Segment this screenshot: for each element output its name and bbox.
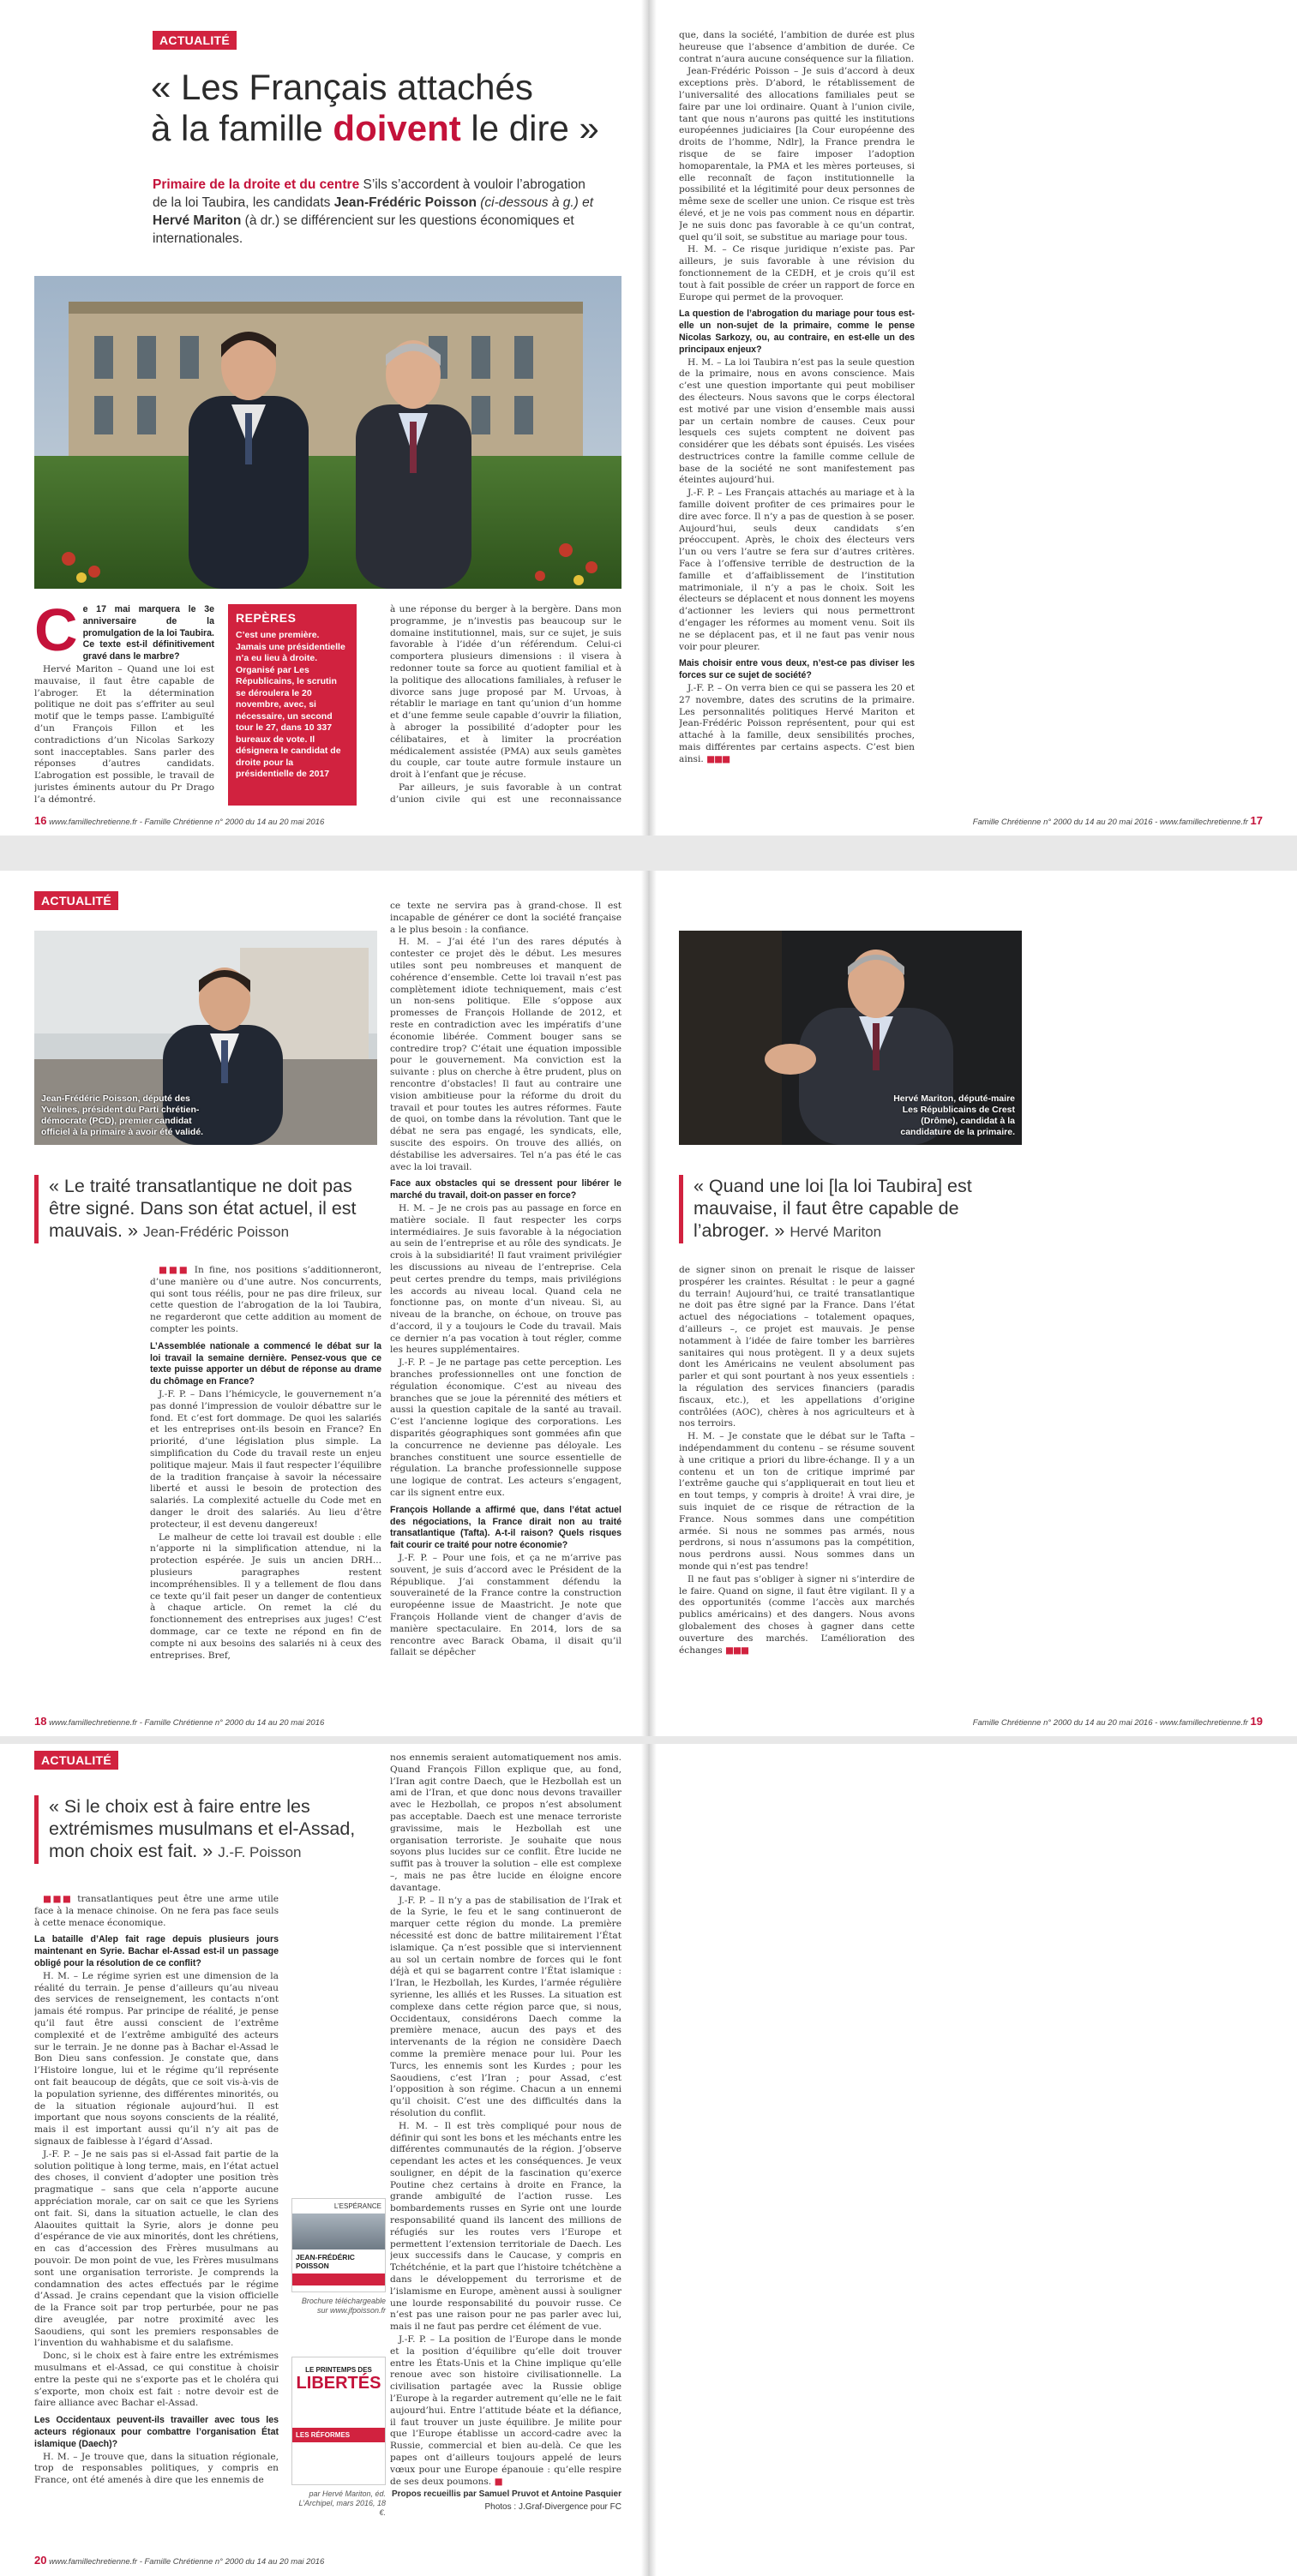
paragraph: H. M. – Ce risque juridique n’existe pas. Par ailleurs, je suis favorable à une révision du fonctionnement de la CEDH, et je crois qu’il est tout à fait possible de créer un rapport de force en Europe qui permet de la provoquer. [679,244,915,303]
pullquote-right: « Quand une loi [la loi Taubira] est mauvaise, il faut être capable de l’abroger. » Hervé Mariton [679,1175,988,1243]
paragraph: H. M. – Je constate que le débat sur le Tafta – indépendamment du contenu – se résume souvent à une critique a priori du libre-échange. Il y a un contenu et un ton de critique imprimé par l’extrême gauche qui s’appliquerait en tout lieu et en tout temps, y compris à droite! À vrai dire, je suis inquiet de ce risque de rétraction de la France. Nous sommes dans une compétition armée. Si nous ne sommes pas armés, nous perdrons, si nous n’assumons pas la compétition, nous perdrons aussi. Nous sommes dans un monde qui n’est pas tendre! [679,1431,915,1572]
spread-pages-18-19 [0,871,1297,1736]
paragraph: H. M. – J’ai été l’un des rares députés à contester ce projet dès le début. Les mesures utiles sont peu nombreuses et manquent de cohérence d’ensemble. Cette loi travail n’est pas complètement idiote techniquement, mais c’est un non-sens politique. Elle s’oppose aux promesses de François Hollande de 2012, et reste en contradiction avec les impératifs d’une économie libérée. Comment bouger sans se contredire trop? C’était une équation impossible pour le gouvernement. Ma conviction est la suivante : plus on cherche à être prudent, plus on rencontre d’obstacles! Il faut au contraire une vision ambitieuse pour la réforme du droit du travail et pour toutes les autres réformes. Faute de quoi, on tombe dans la révolution. Tant que le débat ne sera pas engagé, les syndicats, elle, suscite des espoirs. On trouve des alliés, on déstabilise les adversaires. Tel n’a pas été le cas avec la loi travail. [390,937,621,1172]
pullquote-author: Hervé Mariton [790,1224,882,1240]
article-column-2 [390,901,621,1706]
reperes-box [228,604,357,806]
section-tag: ACTUALITÉ [153,31,237,50]
photo-credits: Photos : J.Graf-Divergence pour FC [484,2502,621,2513]
photo-poisson [34,931,377,1145]
book-cover-top: L’ESPÉRANCE [333,2202,381,2210]
article-column-1 [150,1265,381,1706]
paragraph: J.-F. P. – On verra bien ce qui se passera les 20 et 27 novembre, dates des scrutins de la primaire. Les personnalités politiques Hervé Mariton et Jean-Frédéric Poisson représentent, pour qui est attaché à la famille, deux sensibilités proches, mais différentes par certains aspects. C’est bien ainsi. ■■■ [679,683,915,764]
folio-right: Famille Chrétienne n° 2000 du 14 au 20 mai 2016 - www.famillechretienne.fr 17 [972,814,1263,827]
article-column-1 [34,604,214,806]
book-cover-photo [292,2214,385,2250]
headline-highlight: doivent [333,108,461,148]
page-20 [0,1744,1297,2576]
question: L’Assemblée nationale a commencé le débat sur la loi travail la semaine dernière. Pensez-vous que ce texte puisse apporter un début de réponse au drame du chômage en France? [150,1340,381,1387]
paragraph: nos ennemis seraient automatiquement nos amis. Quand François Fillon explique que, au fond, l’Iran agit contre Daech, que le Hezbollah est un ami de l’Iran, et que donc nous devons travailler avec le Hezbollah, ce propos n’est absolument pas acceptable. Daech est une menace terroriste gravissime, mais le Hezbollah est une organisation terroriste. Je souhaite que nous soyons plus lucides sur ce conflit. Être lucide ne suffit pas à trouver la solution – elle est complexe –, mais ne pas être lucide en éloigne encore davantage. [390,1752,621,1893]
pullquote-author: Jean-Frédéric Poisson [142,1224,290,1240]
article-column-3 [679,30,915,806]
drop-cap: C [34,604,78,663]
interview-credits: Propos recueillis par Samuel Pruvot et Antoine Pasquier [391,2489,621,2500]
gutter [641,871,657,1736]
gutter [641,1744,657,2576]
section-tag: ACTUALITÉ [34,1751,118,1770]
paragraph: Le malheur de cette loi travail est double : elle n’apporte ni la simplification attendue, ni la protection espérée. Je suis un ancien DRH... plusieurs paragraphes restent incompréhensibles. Il y a tellement de flou dans ce texte qu’il fait peser un danger de contentieux à chaque article. On remet la clé du fonctionnement des entreprises aux juges! C’est dommage, car ce texte ne répond en fin de compte ni aux besoins des salariés ni à ceux des entreprises. Bref, [150,1531,381,1661]
section-tag: ACTUALITÉ [34,891,118,910]
question: La bataille d’Alep fait rage depuis plusieurs jours maintenant en Syrie. Bachar el-Assad est-il un passage obligé pour la résolution de ce conflit? [34,1934,279,1968]
headline-line1: « Les Français attachés [151,67,533,107]
book-cover [291,2198,386,2292]
end-mark-icon: ■ [494,2476,502,2487]
folio-right: Famille Chrétienne n° 2000 du 14 au 20 mai 2016 - www.famillechretienne.fr 19 [972,1715,1263,1728]
gutter [641,0,657,836]
paragraph: H. M. – Je ne crois pas au passage en force en matière sociale. Il faut respecter les corps intermédiaires. Je suis favorable à la négociation au sein de l’entreprise et au rôle des syndicats. Je crois à la subsidiarité! Il faut vraiment privilégier les discussions au niveau de l’entreprise. Cela peut certes prendre du temps, mais privilégions les accords au niveau local. Quand cela ne fonctionne pas, on monte d’un niveau. Si, au niveau de la branche, on échoue, on trouve pas d’accord, il y a toujours le Code du travail. Mais ce dernier n’a pas vocation à tout régler, comme les heures supplémentaires. [390,1202,621,1356]
paragraph: Donc, si le choix est à faire entre les extrémismes musulmans et el-Assad, ce qui constitue à choisir entre la peste qui ne s’exporte pas et le choléra qui s’exporte, mon choix est fait : notre devoir est de faire alliance avec Bachar el-Assad. [34,2351,279,2409]
question: e 17 mai marquera le 3e anniversaire de la promulgation de la loi Taubira. Ce texte est-il définitivement gravé dans le marbre? [82,604,214,662]
paragraph: Par ailleurs, je suis favorable à un contrat d’union civile qui est une reconnaissance [390,782,621,805]
paragraph: ce texte ne servira pas à grand-chose. Il est incapable de générer ce dont la société française a le plus besoin : la confiance. [390,901,621,935]
headline-line2: à la famille doivent le dire » [151,108,599,148]
book-cover-band: LES RÉFORMES [292,2428,385,2442]
intro-lead: Primaire de la droite et du centre [153,177,360,192]
paragraph: Jean-Frédéric Poisson – Je suis d’accord à deux exceptions près. D’abord, le rétablissement de l’universalité des allocations familiales peut se faire par une loi ordinaire. Quant à l’union civile, tant que nous n’aurons pas quitté les institutions européennes judiciaires [la Cour européenne des droits de l’homme, Ndlr], la France prendra le risque de se faire imposer l’adoption homoparentale, la PMA et les mères porteuses, si elle reconnaît de façon institutionnelle la possibilité et la légitimité pour deux personnes de même sexe de sceller une union. Ce risque est très élevé, et je ne vois pas comment nous en départir. Je ne suis donc pas favorable à ce qu’un contrat, quel qu’il soit, se substitue au mariage pour tous. [679,66,915,243]
book-cover-author: JEAN-FRÉDÉRIC POISSON [296,2253,355,2270]
paragraph: J.-F. P. – La position de l’Europe dans le monde et la position d’équilibre qu’elle doit trouver entre les États-Unis et la Chine implique qu’elle renoue avec son histoire civilisationnelle. La civilisation partagée avec la Russie oblige l’Europe à la regarder autrement qu’elle ne le fait aujourd’hui. Entre l’attitude béate et la défiance, il faut trouver un juste équilibre. Je milite pour que l’Europe établisse un accord-cadre avec la Russie, commercial et bien au-delà. Ce que les papes ont d’ailleurs toujours appelé de leurs vœux pour une Europe épanouie : qu’elle respire de ses deux poumons. ■ [390,2334,621,2487]
intro: Primaire de la droite et du centre S’ils s’accordent à vouloir l’abrogation de la loi Taubira, les candidats Jean-Frédéric Poisson (ci-dessous à g.) et Hervé Mariton (à dr.) se différencient sur les questions économiques et internationales. [153,177,594,246]
reperes-body: C’est une première. Jamais une présidentielle n’a eu lieu à droite. Organisé par Les Républicains, le scrutin se déroulera le 20 novembre, avec, si nécessaire, un second tour le 27, dans 10 337 bureaux de vote. Il désignera le candidat de droite pour la présidentielle de 2017 [236,630,345,779]
article-column-1 [34,1894,279,2537]
article-column-3 [679,1265,915,1706]
book-title-main: LIBERTÉS [296,2374,381,2393]
pullquote-author: J.-F. Poisson [218,1844,302,1860]
book-mariton [291,2357,386,2541]
photo-caption: Hervé Mariton, député-maire Les Républicains de Crest (Drôme), candidat à la candidature de la primaire. [893,1093,1015,1137]
question: Face aux obstacles qui se dressent pour libérer le marché du travail, doit-on passer en force? [390,1178,621,1201]
paragraph: Il ne faut pas s’obliger à signer ni s’interdire de le faire. Quand on signe, il faut être vigilant. Il y a des opportunités (comme l’accès aux marchés publics américains) et des dangers. Nous avons globalement des choses à gagner dans cette ouverture des marchés. L’amélioration des échanges ■■■ [679,1573,915,1656]
book-cover [291,2357,386,2485]
question: François Hollande a affirmé que, dans l’état actuel des négociations, la France dirait non au traité transatlantique (Tafta). A-t-il raison? Quels risques fait courir ce traité pour notre économie? [390,1504,621,1551]
paragraph: ■■■ In fine, nos positions s’additionneront, d’une manière ou d’une autre. Nos concurrents, qui sont tous réélis, pour ne pas dire frileux, sur cette question de l’abrogation de la loi Taubira, ne regarderont que cette addition au moment de compter les points. [150,1265,381,1334]
paragraph: J.-F. P. – Je ne partage pas cette perception. Les branches professionnelles ont une fonction de régulation économique. C’est au niveau des branches que se joue la pérennité des métiers et aussi la question capitale de la santé au travail. C’est l’ancienne logique des corporations. Les disparités géographiques sont gommées afin que la concurrence ne devienne pas déloyale. Les branches constituent une source essentielle de régulation. La branche professionnelle suppose une logique de contrat. Les acteurs s’engagent, car ils signent entre eux. [390,1357,621,1499]
book-caption: Brochure téléchargeable sur www.jfpoisson.fr [301,2297,386,2315]
photo-mariton [679,931,1022,1145]
book-caption: par Hervé Mariton, éd. L’Archipel, mars 2016, 18 €. [298,2489,386,2517]
headline [151,67,631,149]
end-mark-icon: ■■■ [706,753,730,764]
paragraph: J.-F. P. – Il n’y a pas de stabilisation de l’Irak et de la Syrie, le feu et le sang continueront de marquer cette région du monde. La première nécessité est donc de battre militairement l’État islamique. Ça n’est possible que si interviennent au sol un certain nombre de forces qui le font déjà et qui se bagarrent contre l’État islamique : l’Iran, le Hezbollah, les Kurdes, l’armée régulière syrienne, les alliés et les Russes. La situation est complexe dans cette région parce que, si nous, Occidentaux, considérons Daech comme la première menace, aucun des pays et des intervenants de la région ne considère Daech comme la première menace pour lui. Pour les Turcs, les ennemis sont les Kurdes ; pour les Saoudiens, c’est l’Iran ; pour Assad, c’est l’opposition à son régime. Chacun a un ennemi qu’il choisit. C’est une des difficultés dans la résolution du conflit. [390,1895,621,2118]
paragraph: H. M. – Il est très compliqué pour nous de définir qui sont les bons et les méchants entre les différentes communautés de la région. J’observe cependant les actes et les conséquences. Je veux souligner, en dépit de la fascination qu’exerce Poutine chez certains à droite en France, la grande ambiguïté de l’action russe. Les bombardements russes en Syrie ont une lourde responsabilité quand ils lancent des millions de réfugiés sur les routes vers l’Europe et permettent l’extension territoriale de Daech. Les jeux successifs dans le Caucase, y compris en Tchétchénie, et la part que l’histoire tchétchène a dans le développement du terrorisme et de l’islamisme en Europe, amènent aussi à souligner une lourde responsabilité du pouvoir russe. Ce n’est pas une raison pour ne pas parler avec lui, mais il ne faut pas perdre cet élément de vue. [390,2120,621,2333]
paragraph: de signer sinon on prenait le risque de laisser prospérer les craintes. Résultat : le peur a gagné du terrain! Aujourd’hui, ce traité transatlantique ne doit pas être signé par la France. Dans l’état actuel des négociations – totalement opaques, d’ailleurs –, ce projet est mauvais. Je pense notamment à l’idée de faire tomber les barrières sanitaires qui nous protègent. Il y a deux sujets dont les Américains ne veulent absolument pas parler et qui sont pourtant à nos yeux essentiels : la régulation des services financiers (paradis fiscaux, etc.), et les appellations d’origine contrôlées (AOC), chères à nos agriculteurs et à nos terroirs. [679,1265,915,1429]
spread-pages-16-17 [0,0,1297,836]
intro-name-mariton: Hervé Mariton [153,213,242,228]
article-column-2 [390,604,621,806]
question: Mais choisir entre vous deux, n’est-ce pas diviser les forces sur ce sujet de société? [679,658,915,681]
folio-left: 20 www.famillechretienne.fr - Famille Chrétienne n° 2000 du 14 au 20 mai 2016 [34,2554,325,2567]
question: La question de l’abrogation du mariage pour tous est-elle un non-sujet de la primaire, comme le pense Nicolas Sarkozy, ou, au contraire, en est-elle un des principaux enjeux? [679,309,915,355]
pullquote-left: « Le traité transatlantique ne doit pas être signé. Dans son état actuel, il est mauvais. » Jean-Frédéric Poisson [34,1175,373,1243]
paragraph: à une réponse du berger à la bergère. Dans mon programme, je n’investis pas beaucoup sur le domaine institutionnel, mais, sur ce sujet, je suis favorable à l’idée d’un référendum. Celui-ci comportera plusieurs dimensions : il visera à redonner toute sa force au quotient familial et à la politique des allocations familiales, à refuser le divorce sans juge proposé par M. Urvoas, à rétablir le mariage en tant qu’union d’un homme et d’une femme seule capable d’ouvrir la filiation, à abroger la possibilité d’adopter pour les célibataires, et à limiter la procréation médicalement assistée (PMA) aux seuls gamètes du couple, car toute autre formule instaure un droit à l’enfant que je récuse. [390,604,621,781]
candidates-photo-image [34,276,621,589]
book-title-top: LE PRINTEMPS DES [305,2366,372,2374]
continued-mark-icon: ■■■ [725,1644,749,1656]
paragraph: J.-F. P. – Les Français attachés au mariage et à la famille doivent profiter de ces primaires pour le dire avec force. Il n’y a pas de question à se poser. Aujourd’hui, seuls deux candidats s’en préoccupent. Après, le choix des électeurs vers l’un ou vers l’autre se fera sur d’autres critères. Face à l’offensive terrible de destruction de la famille et d’affaiblissement de l’institution matrimoniale, il n’y a pas le choix. Soit les électeurs se déplacent et nous donnent les moyens d’actionner les leviers qui nous permettront d’engager les réformes au moment venu. Soit ils ne se déplacent pas, et il ne faut pas venir nous voir pour pleurer. [679,488,915,652]
article-column-2 [390,1752,621,2537]
intro-name-poisson: Jean-Frédéric Poisson [333,195,477,210]
book-poisson [291,2198,386,2339]
paragraph: J.-F. P. – Je ne sais pas si el-Assad fait partie de la solution politique à long terme, mais, en l’état actuel des choses, il convient d’adopter une position très pragmatique – sans que cela n’apporte aucune appréciation morale, car on sait ce que les Syriens ont fait. Si, dans la situation actuelle, le clan des Alaouites quittait la Syrie, alors je donne peu d’espérance de vie aux minorités, dont les chrétiens, en cas d’accession des Frères musulmans au pouvoir. De mon point de vue, les Frères musulmans sont une organisation terroriste. Je comprends la condamnation des actes effectués par le régime d’Assad. Je crains cependant que la vision officielle de la France soit par trop perturbée, pour ne pas dire aveuglée, par notre proximité avec les Saoudiens, qui sont les premiers responsables de l’invention du wahhabisme et du salafisme. [34,2148,279,2349]
reperes-title: REPÈRES [236,611,297,625]
paragraph: H. M. – Le régime syrien est une dimension de la réalité du terrain. Je pense d’ailleurs qu’au niveau des services de renseignement, les contacts n’ont jamais été rompus. Par principe de réalité, je pense qu’il faut être aussi conscient de l’extrême complexité et de l’extrême ambiguïté des acteurs sur le terrain. Je ne donne pas à Bachar el-Assad le Bon Dieu sans confession. Je constate que, dans l’Histoire longue, lui et le régime qu’il représente ont fait beaucoup de dégâts, que ce soit vis-à-vis de la population syrienne, des différentes minorités, ou de la situation régionale aujourd’hui. Il est important que nous soyons conscients de la réalité, mais il est important aussi qu’il n’y ait pas de signaux de faiblesse à l’égard d’Assad. [34,1970,279,2147]
continued-mark-icon: ■■■ [159,1265,189,1275]
paragraph: H. M. – La loi Taubira n’est pas la seule question de la primaire, nous en avons conscience. Mais c’est une question importante qui peut mobiliser des électeurs. Nous savons que le corps électoral est motivé par une vision d’ensemble mais aussi par un certain nombre de causes. Ceux pour lesquels ces sujets comptent ne doivent pas considérer que les débats sont épuisés. Les visées destructrices contre la famille comme cellule de base de la société ne sont manifestement pas éteintes aujourd’hui. [679,356,915,486]
photo-caption: Jean-Frédéric Poisson, député des Yvelines, président du Parti chrétien-démocrate (PCD), premier candidat officiel à la primaire à avoir été validé. [41,1093,204,1137]
paragraph: H. M. – Je trouve que, dans la situation régionale, trop de responsables politiques, y compris en France, ont été amenés à dire que les ennemis de [34,2451,279,2486]
paragraph: ■■■ transatlantiques peut être une arme utile face à la menace chinoise. On ne fera pas face seuls à cette menace économique. [34,1894,279,1928]
paragraph: Hervé Mariton – Quand une loi est mauvaise, il faut être capable de l’abroger. Et la détermination politique ne doit pas s’effriter au seul motif que le temps passe. L’ambiguïté d’un François Fillon et les contradictions d’un Nicolas Sarkozy sont inacceptables. Sans parler des réponses d’autres candidats. L’abrogation est possible, le travail de juristes éminents autour du Pr Drago l’a démontré. [34,663,214,805]
paragraph: que, dans la société, l’ambition de durée est plus heureuse que l’absence d’ambition de durée. Ce contrat n’aura aucune conséquence sur la filiation. [679,30,915,64]
book-cover-band [292,2273,385,2285]
photo-candidates [34,276,621,589]
folio-left: 16 www.famillechretienne.fr - Famille Chrétienne n° 2000 du 14 au 20 mai 2016 [34,814,325,827]
folio-left: 18 www.famillechretienne.fr - Famille Chrétienne n° 2000 du 14 au 20 mai 2016 [34,1715,325,1728]
paragraph: J.-F. P. – Dans l’hémicycle, le gouvernement n’a pas donné l’impression de vouloir débattre sur le fond. Et c’est fort dommage. De quoi les salariés et les entreprises ont-ils besoin en France? En priorité, d’une législation plus simple. La simplification du Code du travail reste un enjeu politique majeur. Mais il faut respecter l’équilibre de la tradition française à savoir la nécessaire liberté et aussi le besoin de protection des salariés. La complexité actuelle du Code met en danger le droit des salariés. Au lieu d’être protecteur, il est devenu dangereux! [150,1388,381,1530]
paragraph: J.-F. P. – Pour une fois, et ça ne m’arrive pas souvent, je suis d’accord avec le Président de la République. J’ai constamment défendu la souveraineté de la France contre la construction européenne issue de Maastricht. Je note que François Hollande vient de changer d’avis de manière spectaculaire. En 2014, lors de sa rencontre avec Barack Obama, il disait qu’il fallait se dépêcher [390,1553,621,1658]
continued-mark-icon: ■■■ [43,1894,73,1904]
question: Les Occidentaux peuvent-ils travailler avec tous les acteurs régionaux pour combattre l’organisation État islamique (Daech)? [34,2415,279,2449]
pullquote: « Si le choix est à faire entre les extrémismes musulmans et el-Assad, mon choix est fait. » J.-F. Poisson [34,1795,360,1864]
